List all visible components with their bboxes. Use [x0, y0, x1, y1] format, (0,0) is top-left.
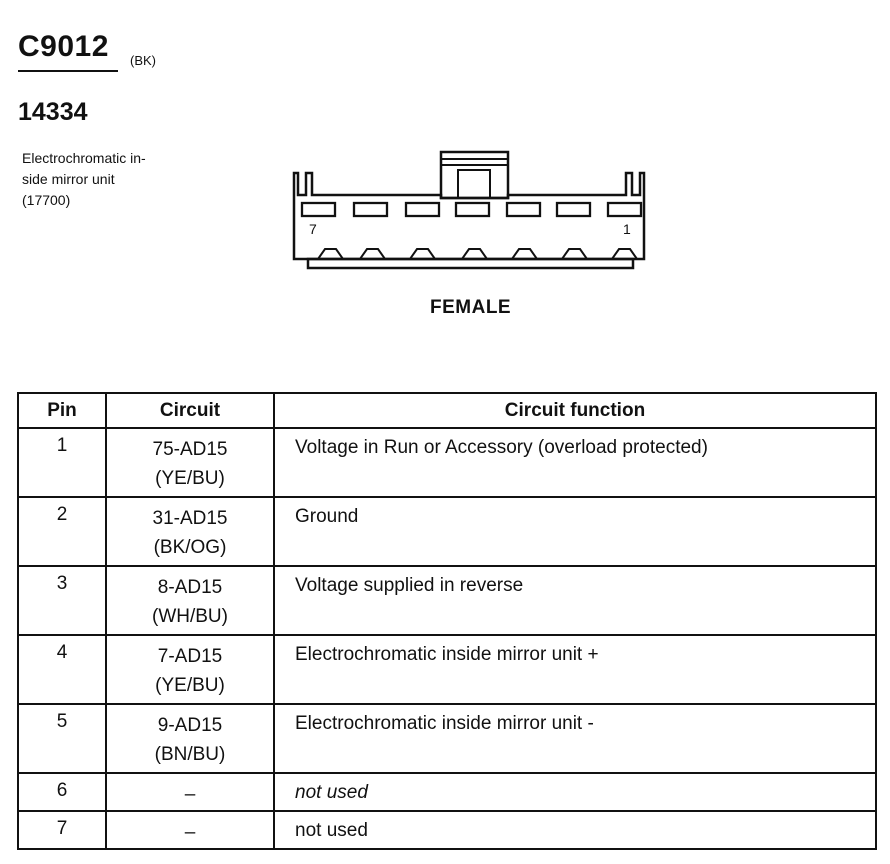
circuit-code: 31-AD15 [152, 508, 228, 529]
pin-number-right: 1 [623, 221, 631, 237]
pin-number-left: 7 [309, 221, 317, 237]
pin-cavity [354, 203, 387, 216]
pin-cavity [406, 203, 439, 216]
function-cell: not used [274, 811, 876, 849]
circuit-cell [106, 773, 274, 811]
column-header-function: Circuit function [274, 393, 876, 428]
circuit-code: 7-AD15 [157, 646, 223, 667]
wire-color: (BN/BU) [154, 744, 226, 765]
component-description-line: Electrochromatic in- [22, 150, 146, 166]
column-header-pin: Pin [18, 393, 106, 428]
circuit-cell [106, 497, 274, 566]
function-cell: Electrochromatic inside mirror unit + [274, 635, 876, 704]
pin-cell: 7 [18, 811, 106, 849]
function-cell: Ground [274, 497, 876, 566]
wire-color: (BK/OG) [153, 537, 227, 558]
function-cell: Voltage supplied in reverse [274, 566, 876, 635]
pin-cell: 6 [18, 773, 106, 811]
circuit-cell [106, 811, 274, 849]
connector-color: (BK) [130, 53, 156, 68]
connector-latch-tab [458, 170, 490, 198]
pin-table [17, 392, 877, 850]
wire-color: (YE/BU) [155, 468, 225, 489]
column-header-circuit: Circuit [106, 393, 274, 428]
pin-cell: 5 [18, 704, 106, 773]
pin-cavity [608, 203, 641, 216]
component-description [22, 148, 202, 211]
connector-id-underline [18, 70, 118, 72]
connector-face-diagram [280, 145, 660, 275]
wire-color: (WH/BU) [152, 606, 228, 627]
table-row [18, 704, 876, 773]
circuit-cell [106, 428, 274, 497]
circuit-cell [106, 635, 274, 704]
component-description-line: side mirror unit [22, 171, 115, 187]
table-row [18, 566, 876, 635]
connector-gender: FEMALE [430, 297, 512, 318]
connector-bottom-rail [308, 259, 633, 268]
connector-key-bump [318, 249, 343, 259]
table-header-row [18, 393, 876, 428]
pin-cell: 3 [18, 566, 106, 635]
pin-cavity [557, 203, 590, 216]
component-description-line: (17700) [22, 192, 71, 208]
circuit-code: 8-AD15 [157, 577, 223, 598]
circuit-code: – [184, 784, 196, 805]
table-row [18, 428, 876, 497]
pin-cavity [507, 203, 540, 216]
part-number: 14334 [18, 98, 88, 126]
pin-cell: 1 [18, 428, 106, 497]
circuit-cell [106, 704, 274, 773]
pin-cell: 2 [18, 497, 106, 566]
pin-cavity [456, 203, 489, 216]
function-cell: Voltage in Run or Accessory (overload protected) [274, 428, 876, 497]
circuit-cell [106, 566, 274, 635]
circuit-code: 75-AD15 [152, 439, 228, 460]
table-row [18, 497, 876, 566]
table-row [18, 635, 876, 704]
circuit-code: – [184, 822, 196, 843]
pin-cavity [302, 203, 335, 216]
wire-color: (YE/BU) [155, 675, 225, 696]
circuit-code: 9-AD15 [157, 715, 223, 736]
pin-cell: 4 [18, 635, 106, 704]
table-row [18, 811, 876, 849]
function-cell: not used [274, 773, 876, 811]
function-cell: Electrochromatic inside mirror unit - [274, 704, 876, 773]
connector-id: C9012 [18, 30, 109, 63]
table-row [18, 773, 876, 811]
